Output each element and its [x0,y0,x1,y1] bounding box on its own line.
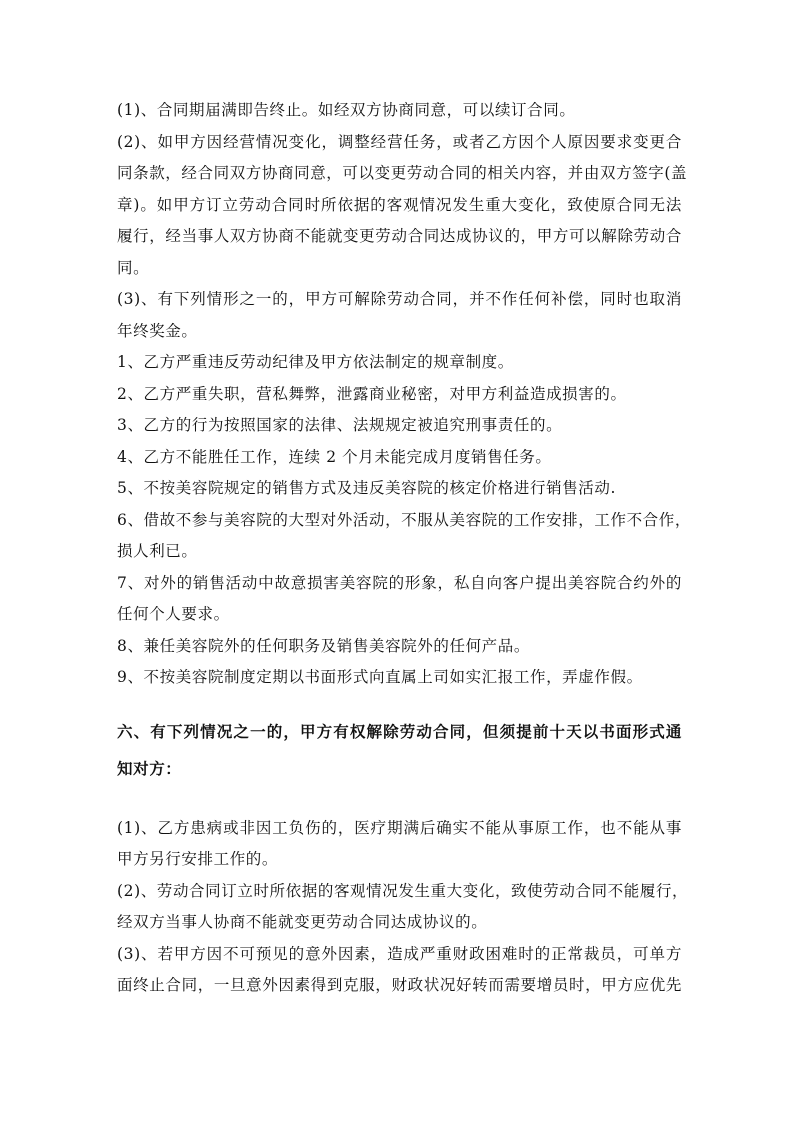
section-heading-line: 知对方： [117,758,182,778]
paragraph-line: 履行，经当事人双方协商不能就变更劳动合同达成协议的，甲方可以解除劳动合 [117,227,682,245]
contract-termination-clauses [117,95,691,694]
paragraph-line: (2)、劳动合同订立时所依据的客观情况发生重大变化，致使劳动合同不能履行， [117,881,689,900]
list-item-continuation: 任何个人要求。 [117,605,230,623]
paragraph-line: 经双方当事人协商不能就变更劳动合同达成协议的。 [117,913,488,931]
section-six-heading [117,713,682,787]
list-item-continuation: 损人利已。 [117,542,198,560]
paragraph-line: 同条款，经合同双方协商同意，可以变更劳动合同的相关内容，并由双方签字(盖 [117,164,688,182]
section-six-clauses [117,813,689,1002]
paragraph-line: 同。 [117,258,150,277]
list-item: 1、乙方严重违反劳动纪律及甲方依法制定的规章制度。 [117,353,514,371]
paragraph-line: 章)。如甲方订立劳动合同时所依据的客观情况发生重大变化，致使原合同无法 [117,195,682,214]
paragraph-line: 甲方另行安排工作的。 [117,850,279,868]
document-body [117,95,691,1002]
list-item: 6、借故不参与美容院的大型对外活动，不服从美容院的工作安排，工作不合作， [117,510,691,529]
paragraph-line: 年终奖金。 [117,321,198,340]
paragraph-line: (1)、合同期届满即告终止。如经双方协商同意，可以续订合同。 [117,101,576,119]
section-heading-line: 六、有下列情况之一的，甲方有权解除劳动合同，但须提前十天以书面形式通 [117,721,682,741]
list-item: 8、兼任美容院外的任何职务及销售美容院外的任何产品。 [117,636,530,655]
list-item: 3、乙方的行为按照国家的法律、法规规定被追究刑事责任的。 [117,416,563,434]
paragraph-line: (1)、乙方患病或非因工负伤的，医疗期满后确实不能从事原工作，也不能从事 [117,818,682,837]
list-item: 9、不按美容院制度定期以书面形式向直属上司如实汇报工作，弄虚作假。 [117,668,643,686]
paragraph-line: 面终止合同，一旦意外因素得到克服，财政状况好转而需要增员时，甲方应优先 [117,976,682,994]
list-item: 5、不按美容院规定的销售方式及违反美容院的核定价格进行销售活动. [117,479,616,497]
list-item: 2、乙方严重失职，营私舞弊，泄露商业秘密，对甲方利益造成损害的。 [117,384,627,403]
paragraph-line: (2)、如甲方因经营情况变化，调整经营任务，或者乙方因个人原因要求变更合 [117,132,682,151]
list-item: 4、乙方不能胜任工作，连续 2 个月未能完成月度销售任务。 [117,447,552,466]
paragraph-line: (3)、若甲方因不可预见的意外因素，造成严重财政困难时的正常裁员，可单方 [117,944,682,963]
list-item: 7、对外的销售活动中故意损害美容院的形象，私自向客户提出美容院合约外的 [117,573,682,592]
paragraph-line: (3)、有下列情形之一的，甲方可解除劳动合同，并不作任何补偿，同时也取消 [117,290,682,308]
